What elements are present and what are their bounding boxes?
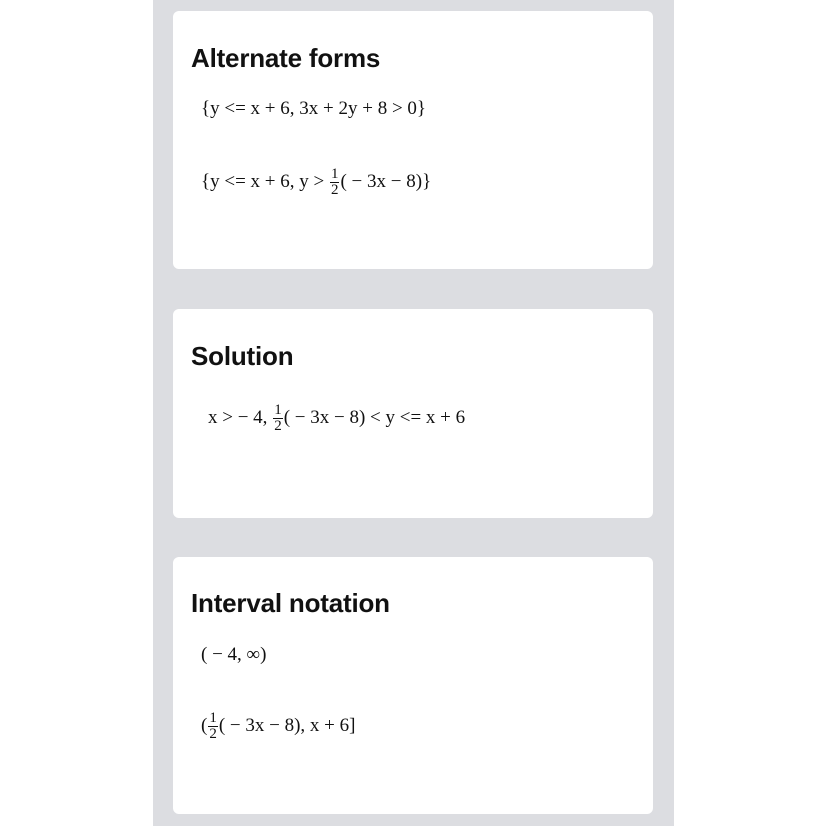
interval-2: [201, 711, 355, 742]
fraction-numerator: 1: [209, 710, 217, 726]
interval-2-suffix: ( − 3x − 8), x + 6]: [218, 714, 356, 736]
interval-notation-card: [173, 557, 653, 814]
alternate-forms-title: Alternate forms: [191, 43, 381, 73]
fraction-one-half: [330, 167, 340, 198]
fraction-denominator: 2: [209, 726, 217, 742]
fraction-denominator: 2: [274, 418, 282, 434]
interval-notation-title: Interval notation: [191, 588, 390, 618]
solution-prefix: x > − 4,: [208, 406, 273, 428]
alternate-form-1: {y <= x + 6, 3x + 2y + 8 > 0}: [201, 98, 427, 119]
solution-expression: [208, 403, 465, 434]
fraction-one-half: [208, 711, 218, 742]
fraction-denominator: 2: [330, 182, 339, 198]
interval-2-prefix: (: [201, 714, 208, 736]
interval-1: ( − 4, ∞): [201, 644, 267, 665]
solution-suffix: ( − 3x − 8) < y <= x + 6: [283, 406, 466, 428]
solution-card: [173, 309, 653, 518]
fraction-numerator: 1: [330, 166, 339, 182]
alternate-form-2-prefix: {y <= x + 6, y >: [201, 170, 329, 192]
alternate-forms-card: [173, 11, 653, 269]
alternate-form-2-suffix: ( − 3x − 8)}: [340, 170, 432, 192]
fraction-one-half: [273, 403, 283, 434]
fraction-numerator: 1: [274, 402, 282, 418]
solution-title: Solution: [191, 341, 294, 371]
alternate-form-2: [201, 167, 431, 198]
